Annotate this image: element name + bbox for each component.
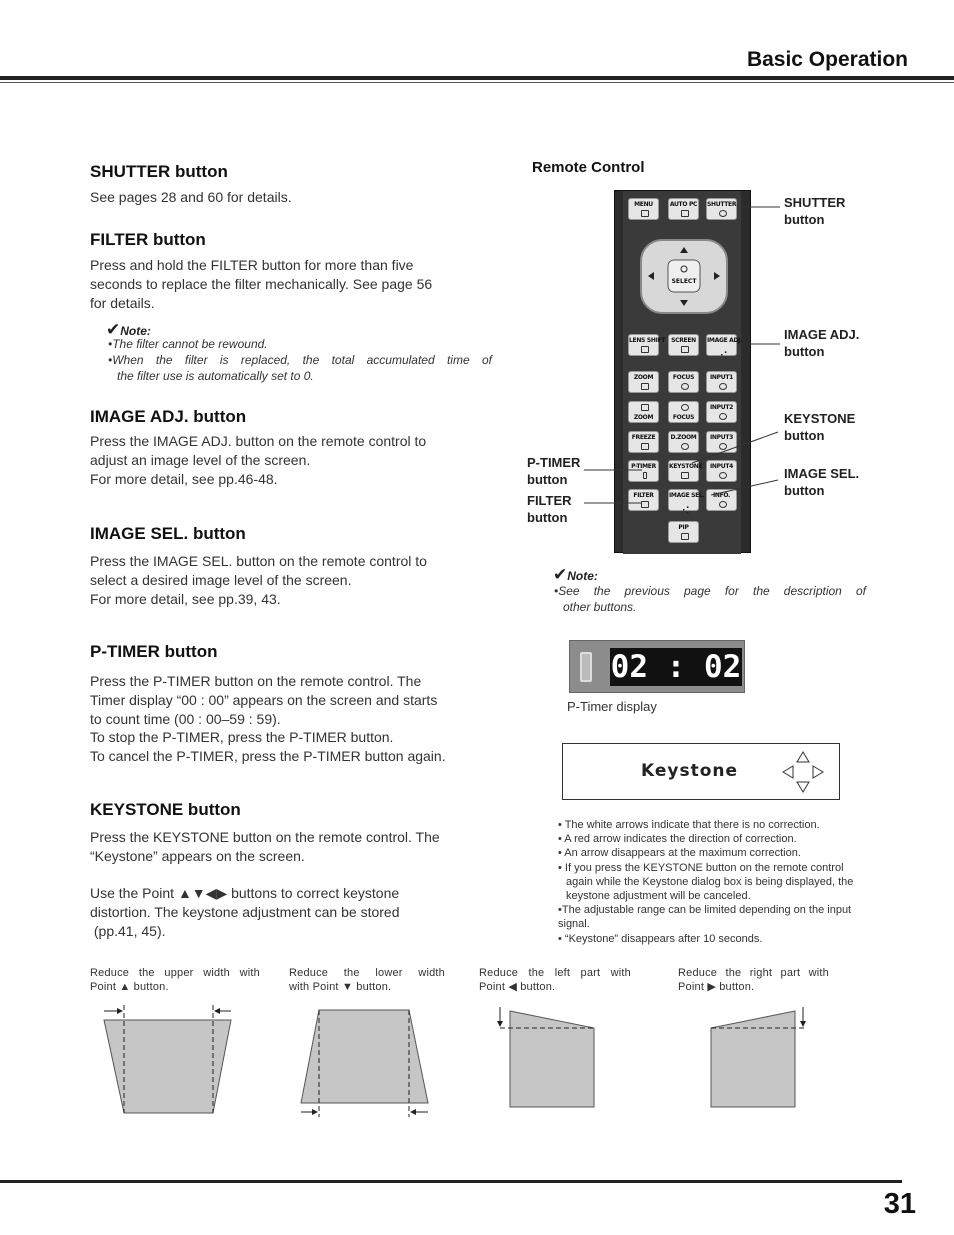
keystone-note-4: • If you press the KEYSTONE button on the remote control again while the Keystone dialog box is being displayed, the keystone adjustment will be canceled. [558,861,854,903]
keystone-note-2: • A red arrow indicates the direction of correction. [558,833,797,846]
ptimer-callout-line-1: P-TIMER [527,455,581,470]
imagesel-callout-line-2: button [784,483,825,498]
image-sel-title: IMAGE SEL. button [90,524,246,543]
diagram-lower-width [301,1010,428,1117]
ptimer-title: P-TIMER button [90,642,218,661]
filter-title: FILTER button [90,230,206,249]
keystone-line-4: distortion. The keystone adjustment can be stored [90,903,400,920]
keystone-note-5: •The adjustable range can be limited depending on the input signal. [558,904,852,931]
remote-focus2-label: FOCUS [672,414,695,421]
image-adj-title: IMAGE ADJ. button [90,407,247,426]
remote-screen-label: SCREEN [671,337,696,344]
diagram-caption-lower-line-2: with Point ▼ button. [289,981,392,993]
footer-rule [0,1180,902,1183]
filter-line-1: Press and hold the FILTER button for more than five [90,257,414,273]
image-sel-line-2: select a desired image level of the screen. [90,571,352,588]
image-adj-line-2: adjust an image level of the screen. [90,451,311,468]
remote-pip-label: PIP [678,524,689,531]
shutter-title: SHUTTER button [90,162,228,181]
diagram-caption-upper-line-1: Reduce the upper width with [90,967,260,979]
remote-filter-label: FILTER [633,492,654,499]
remote-keystone-label: KEYSTONE [669,463,703,470]
ptimer-line-1: Press the P-TIMER button on the remote control. The [90,673,422,689]
keystone-note-6: • “Keystone” disappears after 10 seconds. [558,932,763,945]
remote-note-head [553,565,598,585]
remote-note-line-1: •See the previous page for the description of [554,584,866,598]
diagram-right-part [711,1007,806,1107]
imageadj-callout-line-2: button [784,344,825,359]
check-icon: ✔ [553,565,568,584]
diagram-caption-left [479,966,631,994]
diagram-caption-right-line-2: Point ▶ button. [678,981,755,993]
check-icon: ✔ [106,320,121,339]
diagram-left-part [497,1007,594,1107]
diagram-caption-upper [90,966,260,994]
keystone-diagrams [0,995,954,1125]
remote-note-text [554,583,866,615]
remote-focus-label: FOCUS [672,374,695,381]
diagram-upper-width [104,1005,231,1113]
imagesel-callout-line-1: IMAGE SEL. [784,466,860,481]
keystone-line-5: (pp.41, 45). [90,922,166,939]
keystone-arrows-icon [781,750,825,794]
remote-shutter-label: SHUTTER [707,201,737,208]
remote-autopc-label: AUTO PC [669,201,698,208]
shutter-line-1: See pages 28 and 60 for details. [90,189,292,205]
filter-callout-label [527,492,572,526]
diagram-caption-lower-line-1: Reduce the lower width [289,967,445,979]
ptimer-line-3: to count time (00 : 00–59 : 59). [90,710,281,727]
remote-freeze-label: FREEZE [631,434,656,441]
imagesel-callout-label [784,465,859,499]
keystone-line-2: “Keystone” appears on the screen. [90,847,305,864]
diagram-caption-right-line-1: Reduce the right part with [678,967,829,979]
remote-zoom-label: ZOOM [633,374,654,381]
imageadj-callout-line-1: IMAGE ADJ. [784,327,860,342]
remote-select-label: SELECT [671,278,697,285]
remote-input3-label: INPUT3 [710,434,733,441]
remote-imageadj-label: IMAGE ADJ. [707,337,743,344]
keystone-title: KEYSTONE button [90,800,241,819]
ptimer-display [569,640,745,693]
remote-input1-label: INPUT1 [710,374,733,381]
keystone-line-3: Use the Point ▲▼◀▶ buttons to correct keystone [90,885,400,901]
keystone-text [90,828,490,866]
filter-note-line-1: •The filter cannot be rewound. [108,337,268,351]
ptimer-display-caption: P-Timer display [567,699,657,714]
filter-note-line-3: the filter use is automatically set to 0. [117,369,314,383]
keystone-callout-label [784,410,855,444]
ptimer-display-value: 02 : 02 [610,649,742,685]
image-adj-line-3: For more detail, see pp.46-48. [90,470,278,487]
remote-menu-label: MENU [634,201,653,208]
ptimer-callout-line-2: button [527,472,568,487]
keystone-dialog [562,743,840,800]
ptimer-line-5: To cancel the P-TIMER, press the P-TIMER button again. [90,748,446,765]
header-title: Basic Operation [746,48,908,71]
filter-callout-line-1: FILTER [527,493,572,508]
image-sel-line-3: For more detail, see pp.39, 43. [90,590,281,607]
remote-info-label: INFO. [712,492,731,499]
diagram-caption-upper-line-2: Point ▲ button. [90,981,169,993]
remote-zoom2-label: ZOOM [633,414,654,421]
remote-title: Remote Control [532,159,645,176]
image-adj-line-1: Press the IMAGE ADJ. button on the remote control to [90,433,427,449]
keystone-callout-line-2: button [784,428,825,443]
keystone-dialog-label: Keystone [641,761,739,781]
shutter-callout-line-1: SHUTTER [784,195,846,210]
shutter-callout-line-2: button [784,212,825,227]
remote-input4-label: INPUT4 [710,463,733,470]
remote-lensshift-label: LENS SHIFT [629,337,666,344]
ptimer-line-4: To stop the P-TIMER, press the P-TIMER button. [90,729,394,746]
keystone-notes-list [558,818,868,946]
filter-callout-line-2: button [527,510,568,525]
keystone-line-1: Press the KEYSTONE button on the remote control. The [90,829,440,845]
remote-dzoom-label: D.ZOOM [670,434,697,441]
remote-imagesel-label: IMAGE SEL. [669,492,705,499]
filter-line-3: for details. [90,294,155,311]
keystone-callout-line-1: KEYSTONE [784,411,856,426]
page-number: 31 [883,1188,916,1220]
remote-note-line-2: other buttons. [563,600,637,614]
filter-note-title: Note: [120,324,151,338]
remote-ptimer-label: P-TIMER [631,463,656,470]
imageadj-callout-label [784,326,859,360]
diagram-caption-lower [289,966,445,994]
keystone-text-2 [90,884,490,940]
diagram-caption-left-line-1: Reduce the left part with [479,967,631,979]
hourglass-icon [580,652,592,682]
shutter-callout-label [784,194,845,228]
ptimer-line-2: Timer display “00 : 00” appears on the screen and starts [90,691,438,708]
keystone-note-3: • An arrow disappears at the maximum correction. [558,847,801,860]
filter-note-line-2: •When the filter is replaced, the total accumulated time of [108,353,492,367]
image-sel-text [90,552,490,608]
ptimer-text [90,672,490,766]
filter-line-2: seconds to replace the filter mechanically. See page 56 [90,275,433,292]
keystone-note-1: • The white arrows indicate that there is no correction. [558,819,820,831]
image-sel-line-1: Press the IMAGE SEL. button on the remote control to [90,553,427,569]
ptimer-callout-label [527,454,580,488]
diagram-caption-left-line-2: Point ◀ button. [479,981,556,993]
remote-input2-label: INPUT2 [710,404,733,411]
diagram-caption-right [678,966,829,994]
remote-note-title: Note: [567,569,598,583]
